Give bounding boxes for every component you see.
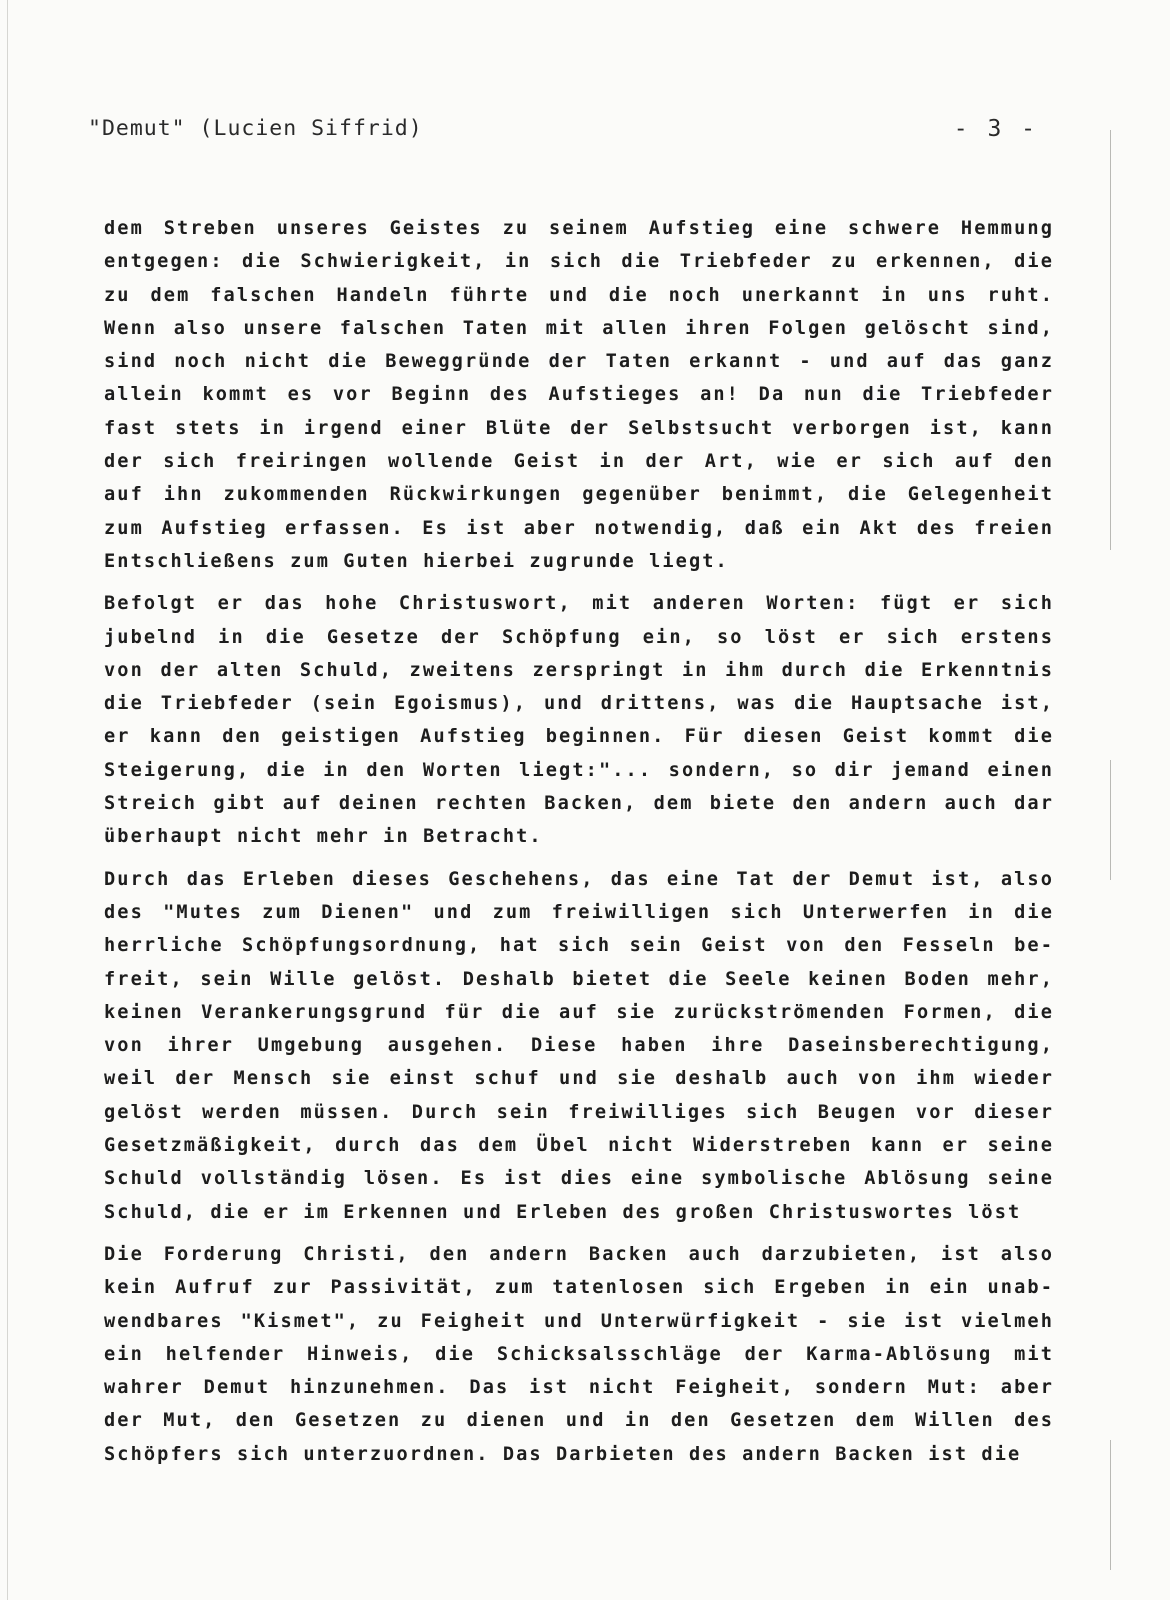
text-line: von der alten Schuld, zweitens zerspringt in ihm durch die Erkenntnis: [104, 659, 1054, 681]
scan-margin-mark: [1110, 1440, 1111, 1570]
text-line: gelöst werden müssen. Durch sein freiwilliges sich Beugen vor dieser: [104, 1101, 1054, 1123]
text-line: dem Streben unseres Geistes zu seinem Aufstieg eine schwere Hemmung: [104, 218, 1054, 239]
text-line: ein helfender Hinweis, die Schicksalsschläge der Karma-Ablösung mit: [104, 1343, 1054, 1365]
paragraph: [104, 863, 1054, 1229]
scan-margin-mark: [1110, 760, 1111, 880]
paragraph: [104, 587, 1054, 853]
text-line: Gesetzmäßigkeit, durch das dem Übel nicht Widerstreben kann er seine: [104, 1135, 1054, 1157]
text-line: Entschließens zum Guten hierbei zugrunde liegt.: [104, 550, 729, 572]
scan-edge-line: [7, 0, 8, 1600]
text-line: auf ihn zukommenden Rückwirkungen gegenüber benimmt, die Gelegenheit: [104, 484, 1054, 506]
body-text: [104, 212, 1054, 1480]
text-line: er kann den geistigen Aufstieg beginnen. Für diesen Geist kommt die: [104, 726, 1054, 748]
text-line: jubelnd in die Gesetze der Schöpfung ein, so löst er sich erstens: [104, 626, 1054, 648]
text-line: zu dem falschen Handeln führte und die noch unerkannt in uns ruht.: [104, 284, 1054, 306]
text-line: wendbares "Kismet", zu Feigheit und Unterwürfigkeit - sie ist vielmeh: [104, 1310, 1054, 1332]
text-line: überhaupt nicht mehr in Betracht.: [104, 826, 543, 848]
document-title: "Demut" (Lucien Siffrid): [88, 116, 423, 141]
text-line: die Triebfeder (sein Egoismus), und drittens, was die Hauptsache ist,: [104, 693, 1054, 715]
text-line: herrliche Schöpfungsordnung, hat sich sein Geist von den Fesseln be-: [104, 935, 1054, 957]
text-line: der Mut, den Gesetzen zu dienen und in den Gesetzen dem Willen des: [104, 1410, 1054, 1432]
text-line: Wenn also unsere falschen Taten mit allen ihren Folgen gelöscht sind,: [104, 317, 1054, 339]
text-line: Schuld vollständig lösen. Es ist dies eine symbolische Ablösung seine: [104, 1168, 1054, 1190]
paragraph: [104, 212, 1054, 578]
text-line: Schuld, die er im Erkennen und Erleben des großen Christuswortes löst: [104, 1201, 1022, 1223]
text-line: kein Aufruf zur Passivität, zum tatenlosen sich Ergeben in ein unab-: [104, 1277, 1054, 1299]
text-line: Schöpfers sich unterzuordnen. Das Darbieten des andern Backen ist die: [104, 1443, 1022, 1465]
text-line: entgegen: die Schwierigkeit, in sich die Triebfeder zu erkennen, die: [104, 251, 1054, 273]
text-line: wahrer Demut hinzunehmen. Das ist nicht Feigheit, sondern Mut: aber: [104, 1377, 1054, 1399]
text-line: zum Aufstieg erfassen. Es ist aber notwendig, daß ein Akt des freien: [104, 517, 1054, 539]
text-line: Die Forderung Christi, den andern Backen auch darzubieten, ist also: [104, 1243, 1054, 1265]
text-line: der sich freiringen wollende Geist in der Art, wie er sich auf den: [104, 451, 1054, 473]
paragraph: [104, 1238, 1054, 1471]
text-line: allein kommt es vor Beginn des Aufstieges an! Da nun die Triebfeder: [104, 384, 1054, 406]
text-line: freit, sein Wille gelöst. Deshalb bietet die Seele keinen Boden mehr,: [104, 968, 1054, 990]
page-number: - 3 -: [953, 116, 1038, 142]
text-line: sind noch nicht die Beweggründe der Taten erkannt - und auf das ganz: [104, 351, 1054, 373]
text-line: weil der Mensch sie einst schuf und sie deshalb auch von ihm wieder: [104, 1068, 1054, 1090]
text-line: keinen Verankerungsgrund für die auf sie zurückströmenden Formen, die: [104, 1001, 1054, 1023]
page-header: [88, 116, 1038, 146]
text-line: Streich gibt auf deinen rechten Backen, dem biete den andern auch dar: [104, 793, 1054, 815]
text-line: fast stets in irgend einer Blüte der Selbstsucht verborgen ist, kann: [104, 417, 1054, 439]
text-line: von ihrer Umgebung ausgehen. Diese haben ihre Daseinsberechtigung,: [104, 1035, 1054, 1057]
text-line: Befolgt er das hohe Christuswort, mit anderen Worten: fügt er sich: [104, 593, 1054, 615]
text-line: Durch das Erleben dieses Geschehens, das eine Tat der Demut ist, also: [104, 868, 1054, 890]
text-line: Steigerung, die in den Worten liegt:"... sondern, so dir jemand einen: [104, 759, 1054, 781]
text-line: des "Mutes zum Dienen" und zum freiwilligen sich Unterwerfen in die: [104, 901, 1054, 923]
scan-margin-mark: [1110, 130, 1111, 550]
